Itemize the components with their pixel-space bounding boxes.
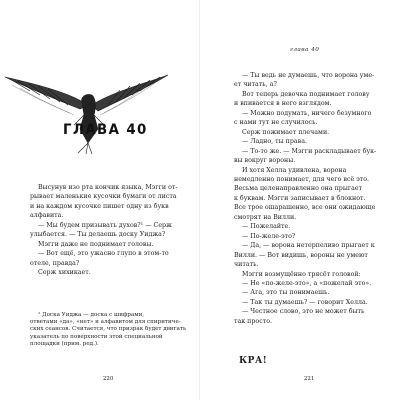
paragraph: ет читать, а? bbox=[234, 81, 277, 89]
paragraph: с нами тут не случилось. bbox=[234, 119, 318, 127]
footnote-line: ¹ Доска Уиджа — доска с шифрами, bbox=[38, 312, 145, 318]
paragraph: — Так ты думаешь? — говорит Хелла. bbox=[242, 298, 368, 306]
paragraph: Вилли. — Вот видишь, вороны не умеют bbox=[234, 251, 368, 259]
running-head: глава 40 bbox=[290, 47, 320, 53]
paragraph: немедленно понимает, для чего всё это. bbox=[234, 175, 370, 183]
paragraph: — Ага, это ты понимаешь. bbox=[242, 289, 330, 297]
paragraph: улыбается. — Ты делаешь доску Уиджа? bbox=[30, 231, 166, 239]
paragraph: — Да, — ворона нетерпеливо прыгает к bbox=[242, 242, 375, 250]
kra-ornament: КРА! bbox=[239, 356, 268, 366]
chapter-title: ГЛАВА 40 bbox=[63, 122, 148, 138]
paragraph: смотрят на Вилли. bbox=[234, 213, 297, 221]
footnote-line: ских сеансов. Считается, что призрак будет двигать bbox=[30, 326, 186, 333]
paragraph: вы вокруг вороны. bbox=[234, 157, 296, 165]
footnote-line: ответами «да», «нет» и алфавитом для спиритиче- bbox=[30, 319, 181, 326]
paragraph: Мэгги возмущённо трясёт головой: bbox=[242, 270, 361, 278]
crow-illustration bbox=[0, 55, 170, 155]
paragraph: — По-желе-это? bbox=[242, 232, 296, 240]
paragraph: читать. bbox=[234, 261, 259, 269]
page-number-right: 221 bbox=[304, 376, 315, 382]
paragraph: и на каждом кусочке пишет одну из букв bbox=[30, 202, 169, 210]
footnote bbox=[30, 312, 192, 348]
paragraph: — То-то же. — Мэгги раскладывает бук- bbox=[242, 147, 377, 155]
page-number-left: 220 bbox=[103, 376, 114, 382]
paragraph: Высунув изо рта кончик языка, Мэгги от- bbox=[38, 184, 178, 191]
paragraph: — Ладно, ты права. bbox=[242, 138, 307, 146]
paragraph: — Честное слово, это не может быть bbox=[242, 308, 365, 316]
paragraph: — Вот ещё, это ужасно глупо в этом-то bbox=[38, 250, 169, 258]
paragraph: так просто. bbox=[234, 317, 272, 325]
paragraph: — Не «по-желе-это», а «пожелай это». bbox=[242, 279, 372, 287]
paragraph: Серж хихикает. bbox=[38, 269, 91, 277]
paragraph: Все трое ошарашенно, все они ожидающе bbox=[234, 204, 376, 212]
paragraph: — Мы будем призывать духов?¹ — Серж bbox=[38, 221, 172, 229]
right-body-text bbox=[234, 71, 384, 326]
paragraph: и впивается в него взглядом. bbox=[234, 100, 332, 108]
paragraph: Серж пожимает плечами. bbox=[242, 128, 330, 136]
left-body-text bbox=[30, 183, 192, 278]
paragraph: Вот теперь девочка поднимает голову bbox=[242, 90, 370, 98]
paragraph: — Ты ведь не думаешь, что ворона уме- bbox=[242, 72, 375, 79]
footnote-line: указатель по поверхности этой специальной bbox=[30, 333, 163, 340]
paragraph: рывает маленькие кусочки бумаги от листа bbox=[30, 193, 177, 201]
paragraph: Мэгги даже не поднимает головы. bbox=[38, 240, 154, 248]
paragraph: к буквам. Мэгги записывает в блокнот. bbox=[234, 194, 366, 202]
right-page bbox=[200, 0, 400, 400]
footnote-line: площадки (прим. ред.). bbox=[30, 340, 99, 347]
paragraph: отеле, правда? bbox=[30, 259, 80, 267]
paragraph: — Пожелайте. bbox=[242, 223, 291, 231]
paragraph: И хотя Хелла удивлена, ворона bbox=[242, 166, 347, 174]
paragraph: Весьма целенаправленно она прыгает bbox=[234, 185, 363, 193]
paragraph: — Можно подумать, ничего безумного bbox=[242, 109, 372, 117]
paragraph: алфавита. bbox=[30, 212, 64, 220]
